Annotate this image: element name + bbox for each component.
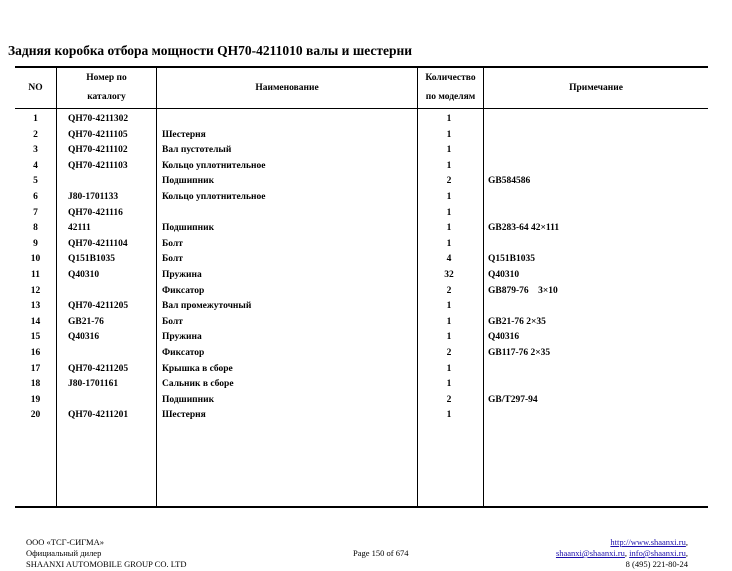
row-qty: 2 [446, 285, 452, 296]
email-link-shaanxi[interactable]: shaanxi@shaanxi.ru [555, 548, 625, 558]
row-qty: 1 [446, 207, 452, 218]
row-no: 7 [33, 207, 38, 218]
row-qty: 4 [446, 254, 452, 265]
table-row [15, 346, 708, 362]
page-number: Page 150 of 674 [353, 548, 409, 558]
table-row [15, 299, 708, 315]
table-row [15, 268, 708, 284]
row-name: Подшипник [162, 176, 215, 187]
row-qty: 1 [446, 223, 452, 234]
row-name: Фиксатор [162, 347, 205, 358]
row-catalog: QH70-4211205 [68, 363, 129, 374]
header-qty [418, 68, 483, 108]
row-no: 5 [33, 176, 38, 187]
table-row [15, 143, 708, 159]
row-qty: 1 [446, 191, 452, 202]
row-no: 4 [33, 160, 38, 171]
row-name: Кольцо уплотнительное [162, 191, 266, 202]
table-row [15, 112, 708, 128]
row-qty: 32 [444, 269, 454, 280]
table-row [15, 221, 708, 237]
footer-contacts [556, 537, 688, 570]
header-qty-line1: Количество [425, 73, 476, 83]
row-qty: 2 [446, 347, 452, 358]
row-note: GB21-76 2×35 [488, 316, 546, 327]
table-row [15, 377, 708, 393]
row-qty: 1 [446, 145, 452, 156]
row-note: GB879-76 3×10 [488, 285, 558, 296]
row-catalog: Q151B1035 [68, 254, 115, 265]
row-no: 11 [31, 269, 40, 280]
row-no: 13 [30, 301, 41, 312]
row-qty: 1 [446, 410, 452, 421]
header-name-label: Наименование [255, 82, 319, 93]
table-row [15, 159, 708, 175]
table-row [15, 393, 708, 409]
row-note: Q40310 [488, 269, 520, 280]
row-note: Q40316 [488, 332, 520, 343]
row-no: 12 [30, 285, 41, 296]
row-name: Болт [162, 316, 183, 327]
header-catalog [57, 68, 156, 108]
footer-company: ООО «ТСГ-СИГМА» [26, 537, 104, 547]
row-catalog: Q40316 [68, 332, 100, 343]
table-row [15, 128, 708, 144]
header-note-label: Примечание [569, 82, 623, 93]
row-catalog: QH70-4211104 [68, 238, 128, 249]
row-catalog: QH70-421116 [68, 207, 123, 218]
row-name: Вал пустотелый [162, 145, 232, 156]
table-row [15, 284, 708, 300]
website-link[interactable]: http://www.shaanxi.ru [610, 537, 686, 547]
row-name: Болт [162, 254, 183, 265]
row-name: Фиксатор [162, 285, 205, 296]
row-no: 16 [30, 347, 41, 358]
header-no [15, 68, 56, 108]
header-name [157, 68, 417, 108]
row-qty: 2 [446, 394, 452, 405]
row-no: 3 [33, 145, 38, 156]
site-comma: , [685, 537, 688, 547]
row-name: Болт [162, 238, 183, 249]
table-row [15, 237, 708, 253]
row-name: Крышка в сборе [162, 363, 233, 374]
table-row [15, 252, 708, 268]
row-qty: 1 [446, 129, 452, 140]
row-no: 14 [30, 316, 41, 327]
footer-group: SHAANXI AUTOMOBILE GROUP CO. LTD [26, 559, 187, 569]
row-catalog: QH70-4211201 [68, 410, 129, 421]
row-note: Q151B1035 [488, 254, 535, 265]
table-row [15, 190, 708, 206]
footer-dealer: Официальный дилер [26, 548, 102, 558]
table-row [15, 174, 708, 190]
row-no: 9 [33, 238, 38, 249]
row-no: 1 [33, 114, 38, 124]
header-catalog-line2: каталогу [87, 92, 126, 102]
table-row [15, 315, 708, 331]
page-title: Задняя коробка отбора мощности QH70-4211010 валы и шестерни [8, 43, 413, 58]
email-link-info[interactable]: info@shaanxi.ru [629, 548, 686, 558]
row-qty: 1 [446, 160, 452, 171]
row-qty: 1 [446, 379, 452, 390]
row-name: Сальник в сборе [162, 379, 234, 390]
row-no: 18 [30, 379, 41, 390]
header-bottom-rule [15, 108, 708, 109]
row-qty: 1 [446, 114, 452, 124]
row-catalog: QH70-4211102 [68, 145, 128, 156]
parts-table-body [15, 112, 708, 424]
row-qty: 1 [446, 301, 452, 312]
row-catalog: QH70-4211302 [68, 114, 129, 124]
row-name: Кольцо уплотнительное [162, 160, 266, 171]
row-catalog: J80-1701161 [68, 379, 119, 390]
row-name: Шестерня [162, 129, 206, 140]
row-name: Пружина [162, 269, 202, 280]
row-catalog: 42111 [68, 223, 91, 234]
row-no: 20 [30, 410, 41, 421]
row-catalog: Q40310 [68, 269, 100, 280]
row-catalog: QH70-4211205 [68, 301, 129, 312]
table-row [15, 408, 708, 424]
table-row [15, 362, 708, 378]
row-catalog: J80-1701133 [68, 191, 119, 202]
row-name: Подшипник [162, 394, 215, 405]
row-no: 17 [30, 363, 41, 374]
row-catalog: GB21-76 [68, 316, 104, 327]
row-no: 15 [30, 332, 41, 343]
table-bottom-rule [15, 506, 708, 508]
row-no: 10 [30, 254, 41, 265]
row-note: GB117-76 2×35 [488, 347, 551, 358]
footer-company-block [26, 537, 187, 570]
row-name: Вал промежуточный [162, 301, 252, 312]
row-note: GB283-64 42×111 [488, 223, 560, 234]
header-qty-line2: по моделям [425, 92, 476, 102]
row-catalog: QH70-4211105 [68, 129, 128, 140]
row-no: 8 [33, 223, 38, 234]
row-qty: 1 [446, 316, 452, 327]
header-catalog-line1: Номер по [86, 73, 127, 83]
row-name: Шестерня [162, 410, 206, 421]
row-qty: 2 [446, 176, 452, 187]
row-note: GB584586 [488, 176, 531, 187]
row-note: GB/T297-94 [488, 394, 538, 405]
row-name: Подшипник [162, 223, 215, 234]
row-no: 2 [33, 129, 38, 140]
footer-phone: 8 (495) 221-80-24 [625, 559, 688, 569]
row-catalog: QH70-4211103 [68, 160, 128, 171]
table-row [15, 330, 708, 346]
row-name: Пружина [162, 332, 202, 343]
email-comma: , [685, 548, 688, 558]
table-row [15, 206, 708, 222]
header-note [484, 68, 708, 108]
row-no: 19 [30, 394, 41, 405]
row-qty: 1 [446, 238, 452, 249]
header-no-label: NO [28, 82, 43, 93]
email-separator: , [624, 548, 630, 558]
row-no: 6 [33, 191, 38, 202]
row-qty: 1 [446, 363, 452, 374]
row-qty: 1 [446, 332, 452, 343]
